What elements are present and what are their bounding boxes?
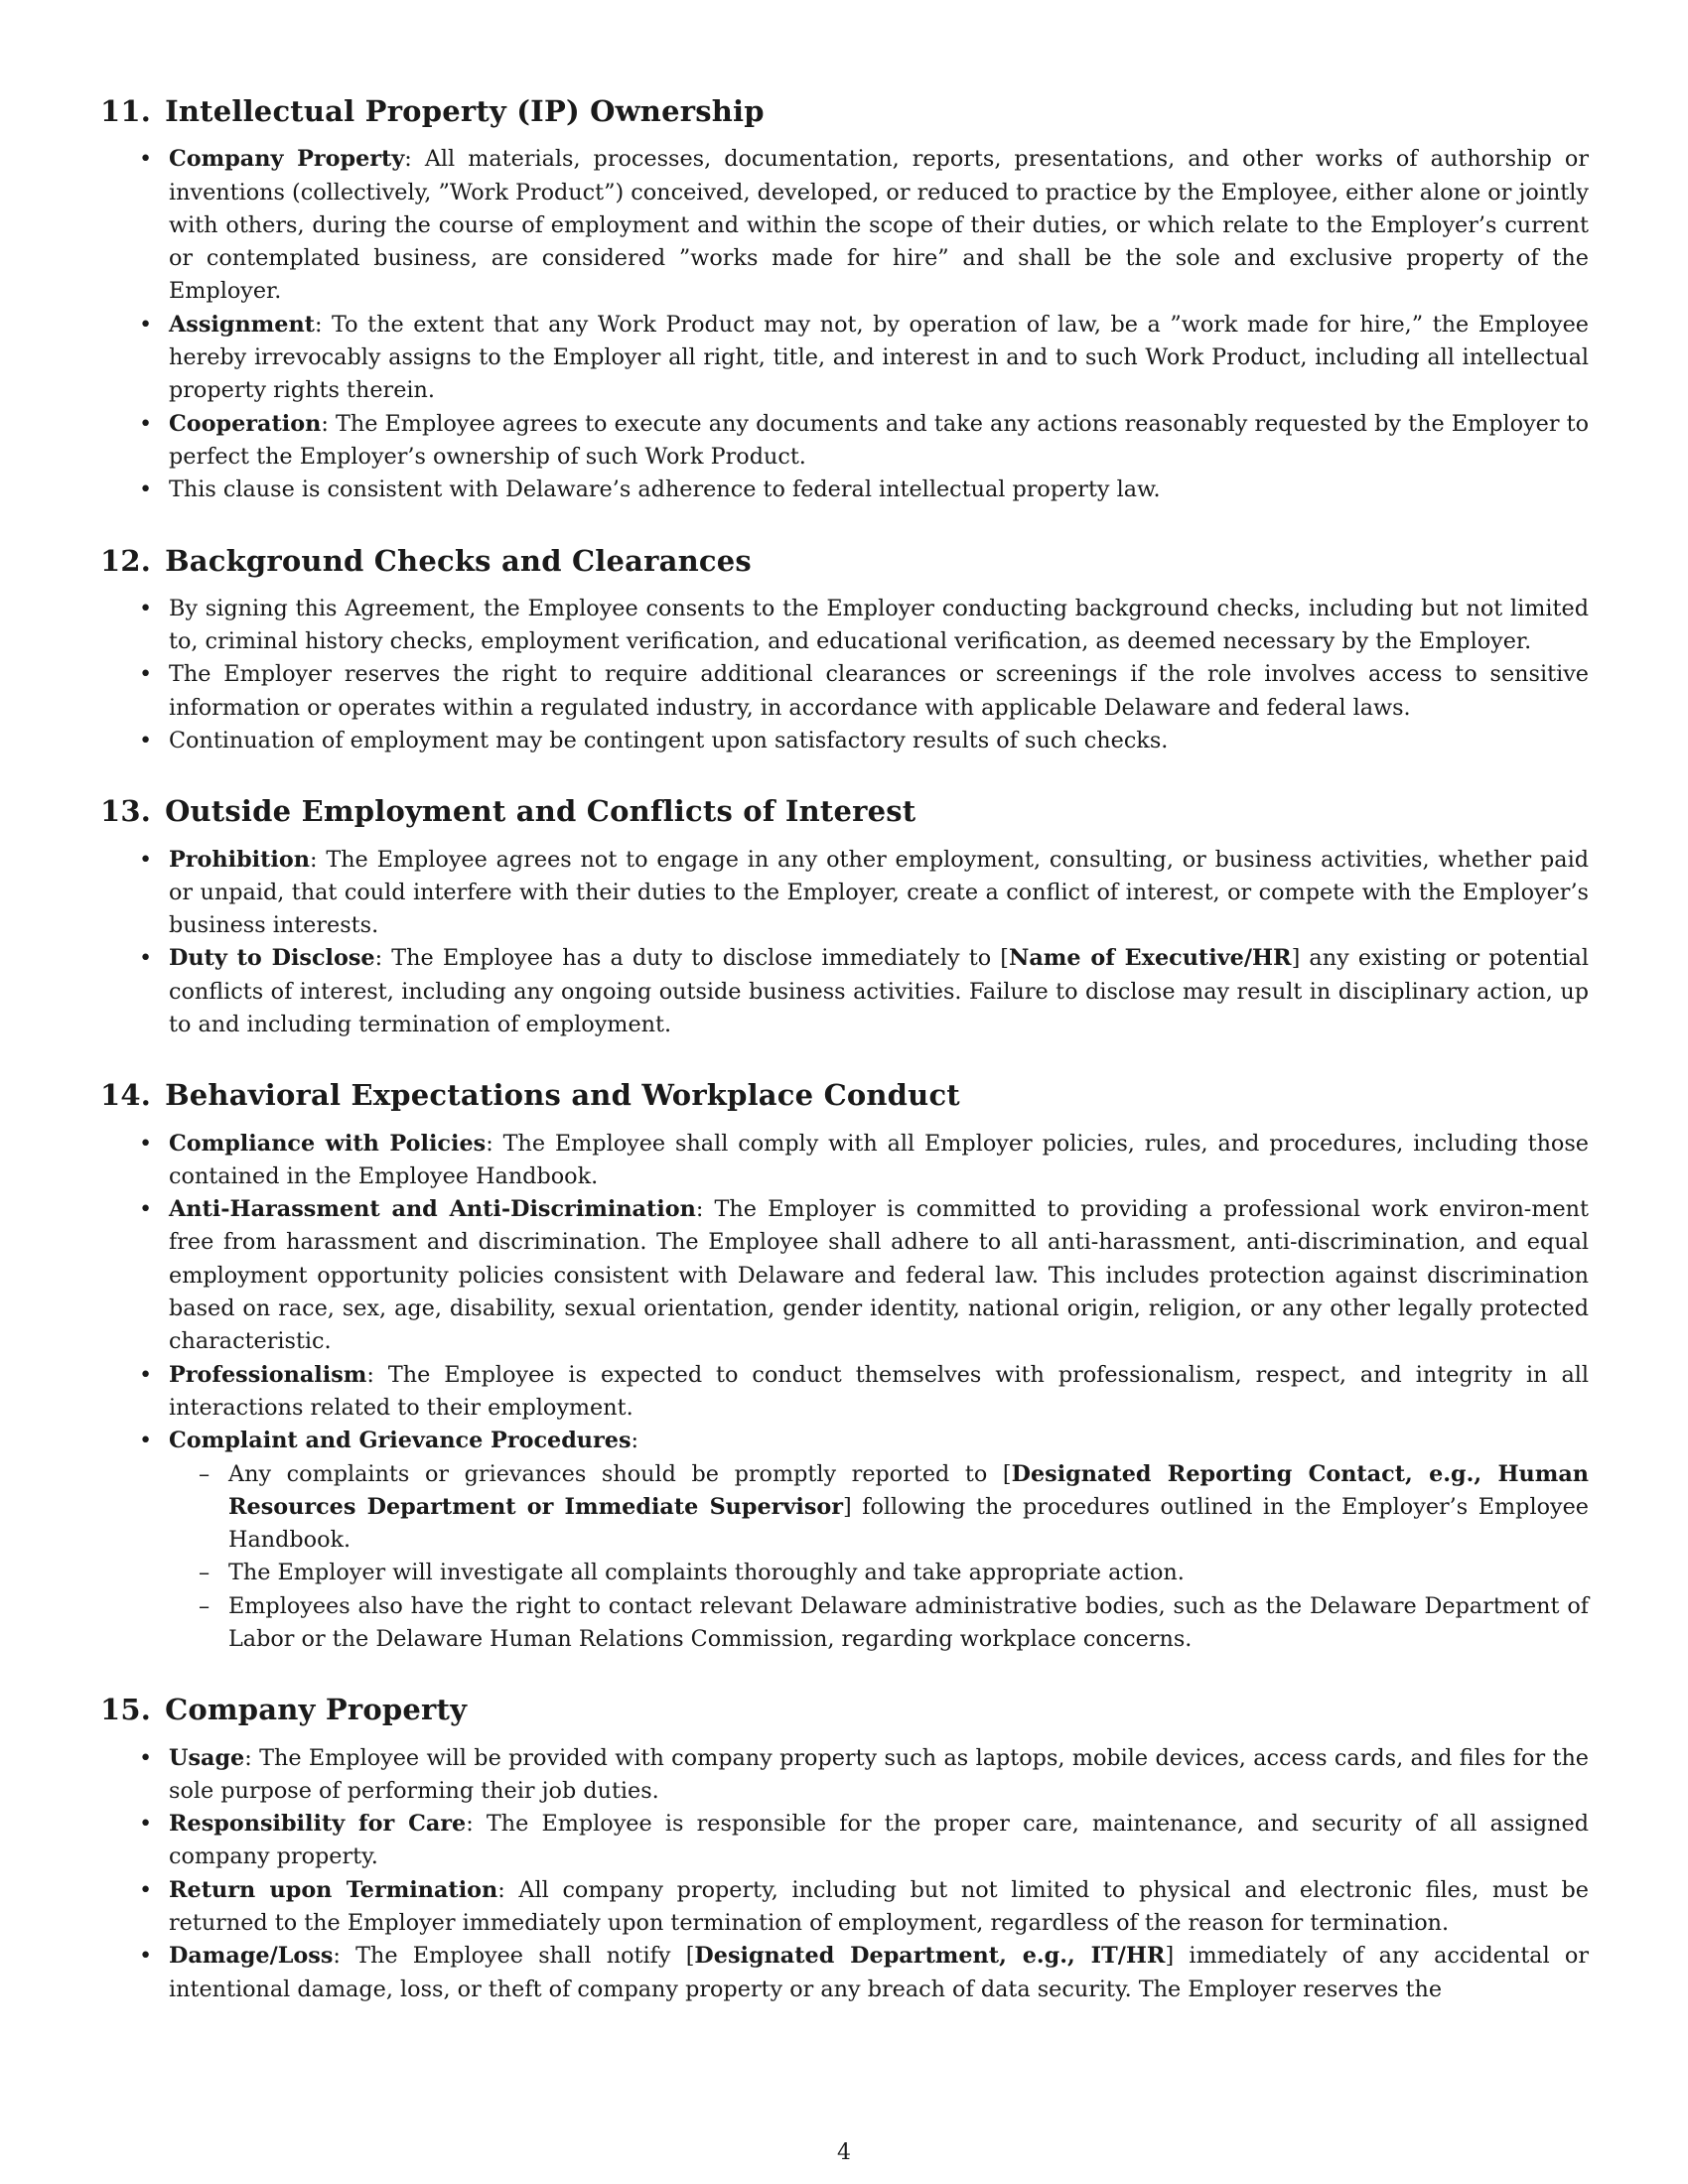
list-item (100, 1128, 1589, 1194)
section-11-ip-ownership (100, 93, 1589, 507)
item-term: Professionalism (169, 1361, 367, 1388)
item-text: : The Employee is expected to conduct themselves with professionalism, respect, and integrity in all interactions related to their employment. (169, 1361, 1589, 1421)
item-text: : The Employee agrees not to engage in any other employment, consulting, or business activities, whether paid or unpaid, that could interfere with their duties to the Employer, create a conflict of interest, or compete with the Employer’s business interests. (169, 846, 1589, 939)
item-term: Complaint and Grievance Procedures (169, 1428, 632, 1454)
section-heading (100, 793, 1589, 829)
item-term: Usage (169, 1744, 245, 1771)
bullet-list (100, 844, 1589, 1042)
bullet-icon: • (139, 1428, 153, 1454)
list-item (100, 143, 1589, 308)
sub-item-text: Employees also have the right to contact relevant Delaware administrative bodies, such as the Delaware Department of Labor or the Delaware Human Relations Commission, regarding workplace concerns. (228, 1592, 1589, 1652)
item-text: : The Employee is responsible for the proper care, maintenance, and security of all assigned company property. (169, 1811, 1589, 1870)
item-term: Anti-Harassment and Anti-Discrimination (169, 1196, 696, 1223)
list-item (100, 844, 1589, 943)
item-text: : The Employee shall comply with all Employer policies, rules, and procedures, including those contained in the Employee Handbook. (169, 1130, 1589, 1189)
item-text: : All company property, including but not limited to physical and electronic files, must be returned to the Employer immediately upon termination of employment, regardless of the reason for termination. (169, 1876, 1589, 1937)
dash-icon: – (199, 1560, 211, 1586)
section-number: 11. (100, 94, 152, 128)
sub-list-item (169, 1557, 1589, 1589)
section-12-background-checks (100, 543, 1589, 758)
item-term: Prohibition (169, 846, 310, 873)
list-item (100, 309, 1589, 408)
page-number: 4 (837, 2140, 851, 2165)
list-item (100, 942, 1589, 1041)
section-heading (100, 1077, 1589, 1113)
list-item (100, 1940, 1589, 2006)
list-item (100, 408, 1589, 475)
item-text-after: ] any existing or potential conflicts of interest, including any ongoing outside business activities. Failure to disclose may result in disciplinary action, up to and including termination of employment. (169, 945, 1589, 1037)
section-heading (100, 1692, 1589, 1727)
item-term: Cooperation (169, 410, 322, 437)
sub-item-text: Any complaints or grievances should be promptly reported to [ (228, 1460, 1012, 1487)
bullet-icon: • (139, 661, 153, 688)
bullet-icon: • (139, 727, 153, 753)
section-heading (100, 543, 1589, 579)
bullet-list (100, 593, 1589, 757)
placeholder-name: Designated Reporting Contact, e.g., Human Resources Department or Immediate Supervisor (228, 1460, 1589, 1520)
bullet-icon: • (139, 595, 153, 621)
bullet-icon: • (139, 1361, 153, 1388)
item-text: : The Employee shall notify [ (333, 1943, 695, 1970)
section-title: Company Property (165, 1693, 468, 1727)
bullet-list (100, 1128, 1589, 1657)
bullet-icon: • (139, 1196, 153, 1223)
document-page (100, 93, 1589, 2006)
placeholder-name: Name of Executive/HR (1008, 945, 1292, 972)
item-text: : (631, 1428, 639, 1454)
item-text: : The Employer is committed to providing a professional work environ-ment free from harassment and discrimination. The Employee shall adhere to all anti-harassment, anti-discrimination, and equal employment opportunity policies consistent with Delaware and federal law. This includes protection against discrimination based on race, sex, age, disability, sexual orientation, gender identity, national origin, religion, or any other legally protected characteristic. (169, 1196, 1589, 1355)
item-text-after: ] immediately of any accidental or intentional damage, loss, or theft of company property or any breach of data security. The Employer reserves the (169, 1943, 1590, 2002)
bullet-icon: • (139, 1943, 153, 1970)
item-term: Assignment (169, 311, 315, 338)
bullet-icon: • (139, 1811, 153, 1838)
bullet-list (100, 1742, 1589, 2006)
section-number: 14. (100, 1078, 152, 1113)
section-title: Outside Employment and Conflicts of Interest (165, 794, 916, 829)
section-number: 15. (100, 1693, 152, 1727)
bullet-icon: • (139, 1130, 153, 1157)
section-title: Background Checks and Clearances (165, 543, 752, 578)
section-title: Intellectual Property (IP) Ownership (165, 94, 765, 128)
list-item (100, 1742, 1589, 1809)
section-13-outside-employment (100, 793, 1589, 1041)
list-item (100, 593, 1589, 659)
list-item (100, 1425, 1589, 1656)
item-term: Responsibility for Care (169, 1811, 467, 1838)
sub-list-item (169, 1590, 1589, 1657)
item-term: Duty to Disclose (169, 945, 375, 972)
section-title: Behavioral Expectations and Workplace Conduct (165, 1078, 960, 1113)
dash-icon: – (199, 1592, 211, 1619)
section-heading (100, 93, 1589, 129)
bullet-icon: • (139, 410, 153, 437)
item-text: By signing this Agreement, the Employee consents to the Employer conducting background checks, including but not limited to, criminal history checks, employment verification, and educational verification, as deemed necessary by the Employer. (169, 595, 1589, 655)
list-item (100, 1874, 1589, 1941)
list-item (100, 1808, 1589, 1874)
dash-icon: – (199, 1460, 211, 1487)
list-item (100, 474, 1589, 506)
bullet-icon: • (139, 146, 153, 173)
sub-item-text: The Employer will investigate all complaints thoroughly and take appropriate action. (228, 1560, 1185, 1586)
item-term: Return upon Termination (169, 1876, 498, 1903)
list-item (100, 658, 1589, 725)
list-item (100, 725, 1589, 757)
sub-list-item (169, 1458, 1589, 1558)
bullet-icon: • (139, 1876, 153, 1903)
sub-list (169, 1458, 1589, 1657)
item-text: : The Employee agrees to execute any documents and take any actions reasonably requested by the Employer to perfect the Employer’s ownership of such Work Product. (169, 410, 1589, 470)
placeholder-name: Designated Department, e.g., IT/HR (694, 1943, 1166, 1970)
item-text: : All materials, processes, documentation, reports, presentations, and other works of authorship or inventions (collectively, ”Work Product”) conceived, developed, or reduced to practice by the Employee, either alone or jointly with others, during the course of employment and within the scope of their duties, or which relate to the Employer’s current or contemplated business, are considered ”works made for hire” and shall be the sole and exclusive property of the Employer. (169, 146, 1589, 305)
section-number: 13. (100, 794, 152, 829)
section-15-company-property (100, 1692, 1589, 2006)
bullet-icon: • (139, 846, 153, 873)
section-14-behavioral-expectations (100, 1077, 1589, 1656)
bullet-icon: • (139, 477, 153, 503)
bullet-icon: • (139, 1744, 153, 1771)
list-item (100, 1359, 1589, 1426)
section-number: 12. (100, 543, 152, 578)
item-text: : The Employee will be provided with company property such as laptops, mobile devices, access cards, and files for the sole purpose of performing their job duties. (169, 1744, 1589, 1804)
sub-item-text-after: ] following the procedures outlined in the Employer’s Employee Handbook. (228, 1493, 1589, 1554)
item-term: Company Property (169, 146, 405, 173)
bullet-list (100, 143, 1589, 506)
item-text: : The Employee has a duty to disclose immediately to [ (374, 945, 1009, 972)
item-text: Continuation of employment may be contingent upon satisfactory results of such checks. (169, 727, 1169, 753)
item-term: Damage/Loss (169, 1943, 334, 1970)
bullet-icon: • (139, 945, 153, 972)
item-text: The Employer reserves the right to require additional clearances or screenings if the role involves access to sensitive information or operates within a regulated industry, in accordance with applicable Delaware and federal laws. (169, 661, 1589, 721)
item-text: This clause is consistent with Delaware’s adherence to federal intellectual property law. (169, 477, 1161, 503)
item-text: : To the extent that any Work Product may not, by operation of law, be a ”work made for hire,” the Employee hereby irrevocably assigns to the Employer all right, title, and interest in and to such Work Product, including all intellectual property rights therein. (169, 311, 1589, 404)
list-item (100, 1193, 1589, 1358)
item-term: Compliance with Policies (169, 1130, 487, 1157)
bullet-icon: • (139, 311, 153, 338)
